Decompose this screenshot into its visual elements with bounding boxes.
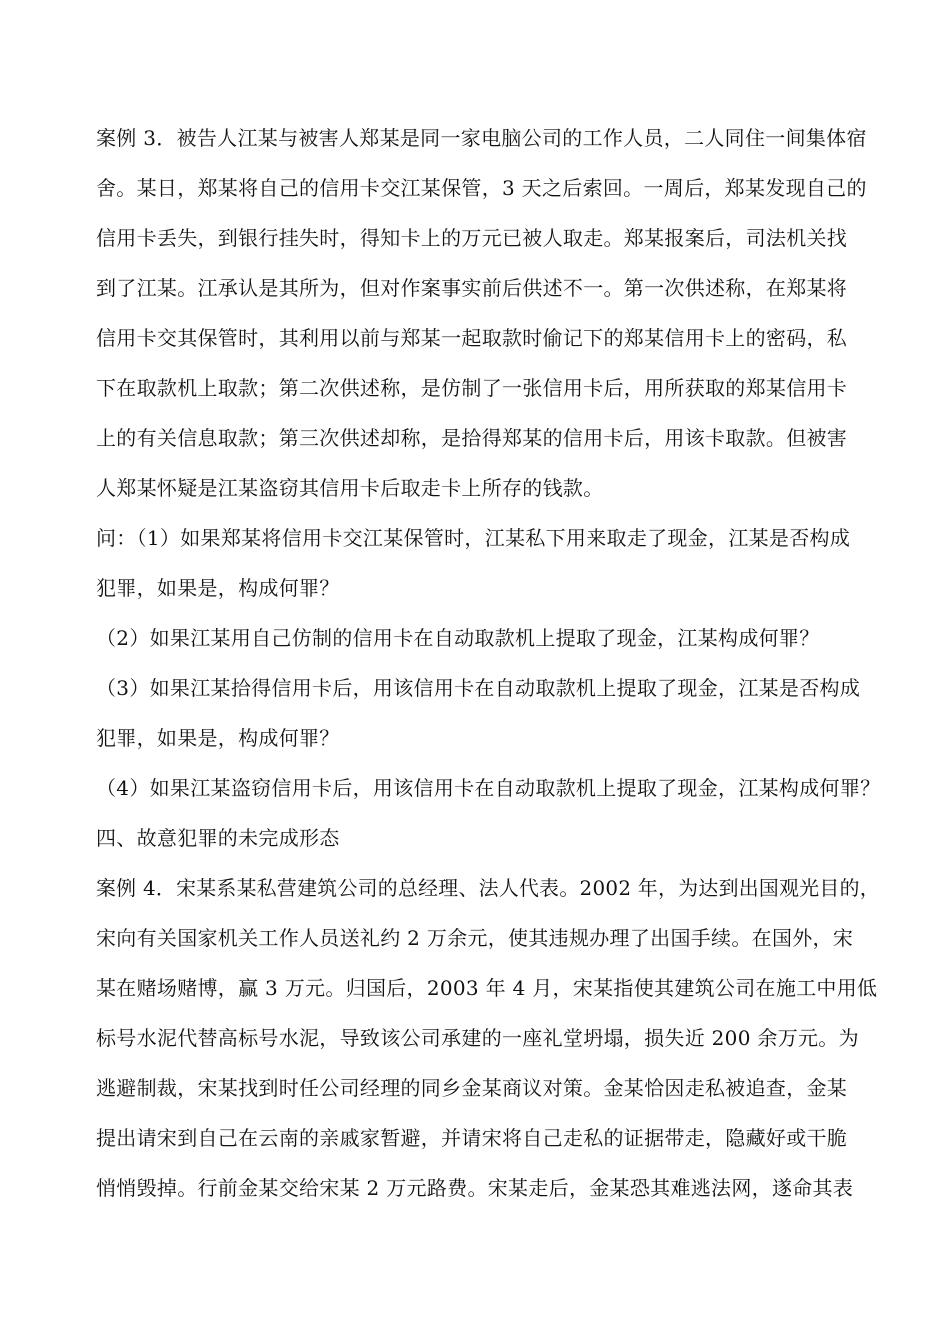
section-heading: 四、故意犯罪的未完成形态 (96, 826, 340, 850)
text-line: 某在赌场赌博，赢 3 万元。归国后，2003 年 4 月，宋某指使其建筑公司在施工中用低 (96, 976, 878, 1000)
text-line: 下在取款机上取款；第二次供述称，是仿制了一张信用卡后，用所获取的郑某信用卡 (96, 376, 848, 400)
text-line: 信用卡丢失，到银行挂失时，得知卡上的万元已被人取走。郑某报案后，司法机关找 (96, 226, 848, 250)
question-line: （3）如果江某拾得信用卡后，用该信用卡在自动取款机上提取了现金，江某是否构成 (96, 676, 861, 700)
text-line: 提出请宋到自己在云南的亲戚家暂避，并请宋将自己走私的证据带走，隐藏好或干脆 (96, 1126, 848, 1150)
text-line: 案例 4．宋某系某私营建筑公司的总经理、法人代表。2002 年，为达到出国观光目的， (96, 876, 880, 900)
text-line: 人郑某怀疑是江某盗窃其信用卡后取走卡上所存的钱款。 (96, 476, 604, 500)
question-line: 犯罪，如果是，构成何罪？ (96, 576, 340, 600)
question-line: （4）如果江某盗窃信用卡后，用该信用卡在自动取款机上提取了现金，江某构成何罪？ (96, 776, 881, 800)
text-line: 案例 3．被告人江某与被害人郑某是同一家电脑公司的工作人员，二人同住一间集体宿 (96, 126, 867, 150)
text-line: 宋向有关国家机关工作人员送礼约 2 万余元，使其违规办理了出国手续。在国外，宋 (96, 926, 854, 950)
text-line: 信用卡交其保管时，其利用以前与郑某一起取款时偷记下的郑某信用卡上的密码，私 (96, 326, 848, 350)
text-line: 悄悄毁掉。行前金某交给宋某 2 万元路费。宋某走后，金某恐其难逃法网，遂命其表 (96, 1176, 854, 1200)
question-line: （2）如果江某用自己仿制的信用卡在自动取款机上提取了现金，江某构成何罪？ (96, 626, 820, 650)
question-line: 犯罪，如果是，构成何罪？ (96, 726, 340, 750)
text-line: 到了江某。江承认是其所为，但对作案事实前后供述不一。第一次供述称，在郑某将 (96, 276, 848, 300)
text-line: 舍。某日，郑某将自己的信用卡交江某保管，3 天之后索回。一周后，郑某发现自己的 (96, 176, 867, 200)
text-line: 逃避制裁，宋某找到时任公司经理的同乡金某商议对策。金某恰因走私被追查，金某 (96, 1076, 848, 1100)
text-line: 上的有关信息取款；第三次供述却称，是拾得郑某的信用卡后，用该卡取款。但被害 (96, 426, 848, 450)
question-line: 问：（1）如果郑某将信用卡交江某保管时，江某私下用来取走了现金，江某是否构成 (96, 526, 851, 550)
text-line: 标号水泥代替高标号水泥，导致该公司承建的一座礼堂坍塌，损失近 200 余万元。为 (96, 1026, 859, 1050)
